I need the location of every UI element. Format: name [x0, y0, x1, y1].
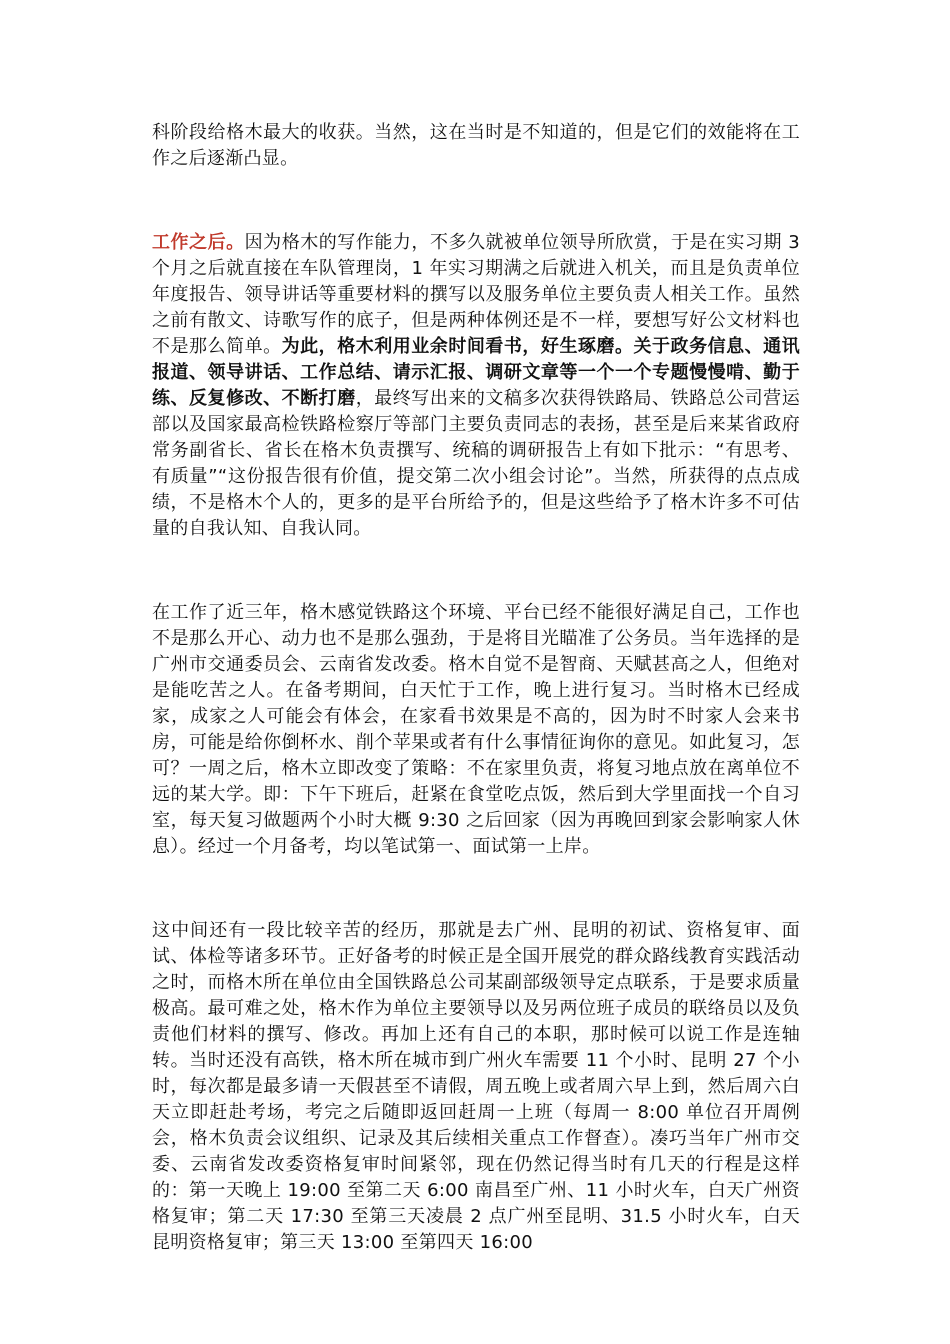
paragraph-1-text: 科阶段给格木最大的收获。当然，这在当时是不知道的，但是它们的效能将在工作之后逐渐凸显。 — [152, 122, 800, 169]
paragraph-3 — [152, 600, 800, 860]
paragraph-2-text-b: ，最终写出来的文稿多次获得铁路局、铁路总公司营运部以及国家最高检铁路检察厅等部门主要负责同志的表扬，甚至是后来某省政府常务副省长、省长在格木负责撰写、统稿的调研报告上有如下批示：“有思考、有质量”“这份报告很有价值，提交第二次小组会讨论”。当然，所获得的点点成绩，不是格木个人的，更多的是平台所给予的，但是这些给予了格木许多不可估量的自我认知、自我认同。 — [152, 388, 800, 539]
document-page — [152, 120, 800, 1256]
paragraph-3-text: 在工作了近三年，格木感觉铁路这个环境、平台已经不能很好满足自己，工作也不是那么开心、动力也不是那么强劲，于是将目光瞄准了公务员。当年选择的是广州市交通委员会、云南省发改委。格木自觉不是智商、天赋甚高之人，但绝对是能吃苦之人。在备考期间，白天忙于工作，晚上进行复习。当时格木已经成家，成家之人可能会有体会，在家看书效果是不高的，因为时不时家人会来书房，可能是给你倒杯水、削个苹果或者有什么事情征询你的意见。如此复习，怎可？一周之后，格木立即改变了策略：不在家里负责，将复习地点放在离单位不远的某大学。即：下午下班后，赶紧在食堂吃点饭，然后到大学里面找一个自习室，每天复习做题两个小时大概 9:30 之后回家（因为再晚回到家会影响家人休息）。经过一个月备考，均以笔试第一、面试第一上岸。 — [152, 602, 800, 857]
paragraph-2-text-a: 因为格木的写作能力，不多久就被单位领导所欣赏，于是在实习期 3 个月之后就直接在车队管理岗，1 年实习期满之后就进入机关，而且是负责单位年度报告、领导讲话等重要材料的撰写以及服务单位主要负责人相关工作。虽然之前有散文、诗歌写作的底子，但是两种体例还是不一样，要想写好公文材料也不是那么简单。 — [152, 232, 800, 357]
paragraph-1 — [152, 120, 800, 172]
paragraph-4 — [152, 918, 800, 1256]
paragraph-4-text: 这中间还有一段比较辛苦的经历，那就是去广州、昆明的初试、资格复审、面试、体检等诸多环节。正好备考的时候正是全国开展党的群众路线教育实践活动之时，而格木所在单位由全国铁路总公司某副部级领导定点联系，于是要求质量极高。最可难之处，格木作为单位主要领导以及另两位班子成员的联络员以及负责他们材料的撰写、修改。再加上还有自己的本职，那时候可以说工作是连轴转。当时还没有高铁，格木所在城市到广州火车需要 11 个小时、昆明 27 个小时，每次都是最多请一天假甚至不请假，周五晚上或者周六早上到，然后周六白天立即赶赴考场，考完之后随即返回赶周一上班（每周一 8:00 单位召开周例会，格木负责会议组织、记录及其后续相关重点工作督查）。凑巧当年广州市交委、云南省发改委资格复审时间紧邻，现在仍然记得当时有几天的行程是这样的：第一天晚上 19:00 至第二天 6:00 南昌至广州、11 小时火车，白天广州资格复审；第二天 17:30 至第三天凌晨 2 点广州至昆明、31.5 小时火车，白天昆明资格复审；第三天 13:00 至第四天 16:00 — [152, 920, 800, 1253]
section-heading-after-work: 工作之后。 — [152, 232, 245, 253]
paragraph-2 — [152, 230, 800, 542]
paragraph-2-bold: 为此，格木利用业余时间看书，好生琢磨。关于政务信息、通讯报道、领导讲话、工作总结、请示汇报、调研文章等一个一个专题慢慢啃、勤于练、反复修改、不断打磨 — [152, 336, 800, 409]
